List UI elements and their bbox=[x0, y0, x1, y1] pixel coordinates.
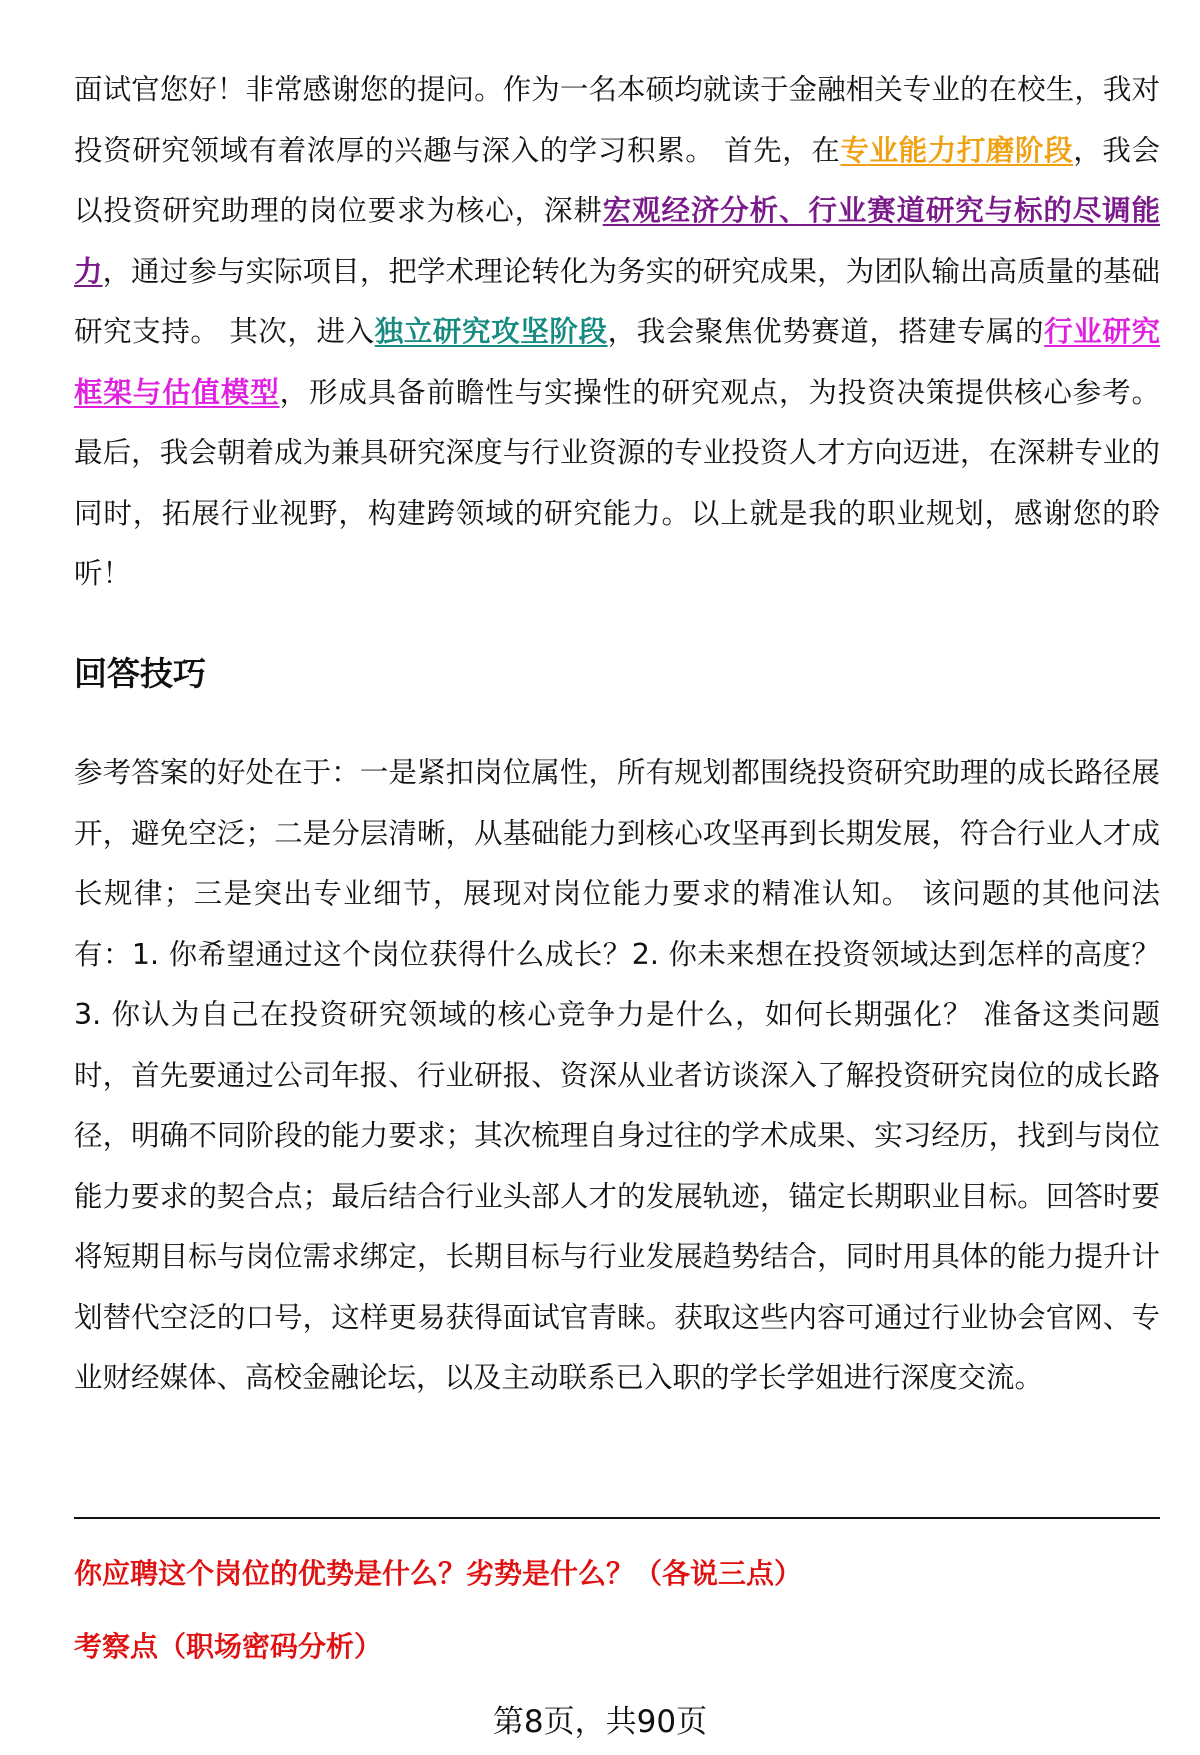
highlight-core-abilities: 宏观经济分析、行业赛道研究与标的尽调能力 bbox=[74, 194, 1160, 288]
highlight-skill-stage: 专业能力打磨阶段 bbox=[840, 133, 1074, 167]
answer-text: 面试官您好！非常感谢您的提问。作为一名本硕均就读于金融相关专业的在校生，我对投资研究领域有着浓厚的兴趣与深入的学习积累。 首先，在 bbox=[74, 73, 1160, 167]
highlight-independent-stage: 独立研究攻坚阶段 bbox=[374, 315, 608, 348]
tips-heading: 回答技巧 bbox=[74, 654, 206, 693]
next-question-subtitle: 考察点（职场密码分析） bbox=[74, 1630, 383, 1663]
answer-text: ，我会聚焦优势赛道，搭建专属的 bbox=[607, 315, 1045, 348]
page-number: 第8页，共90页 bbox=[492, 1704, 708, 1740]
answer-paragraph bbox=[74, 60, 1160, 605]
answer-text: ，形成具备前瞻性与实操性的研究观点，为投资决策提供核心参考。 最后，我会朝着成为兼具研究深度与行业资源的专业投资人才方向迈进，在深耕专业的同时，拓展行业视野，构建跨领域的研究能力。以上就是我的职业规划，感谢您的聆听！ bbox=[74, 375, 1160, 590]
highlight-framework: 行业研究框架与估值模型 bbox=[74, 315, 1160, 409]
divider bbox=[74, 1517, 1160, 1519]
answer-text: ，我会以投资研究助理的岗位要求为核心，深耕 bbox=[74, 133, 1160, 227]
tips-paragraph: 参考答案的好处在于：一是紧扣岗位属性，所有规划都围绕投资研究助理的成长路径展开，避免空泛；二是分层清晰，从基础能力到核心攻坚再到长期发展，符合行业人才成长规律；三是突出专业细节，展现对岗位能力要求的精准认知。 该问题的其他问法有：1. 你希望通过这个岗位获得什么成长？2. 你未来想在投资领域达到怎样的高度？3. 你认为自己在投资研究领域的核心竞争力是什么，如何长期强化？ 准备这类问题时，首先要通过公司年报、行业研报、资深从业者访谈深入了解投资研究岗位的成长路径，明确不同阶段的能力要求；其次梳理自身过往的学术成果、实习经历，找到与岗位能力要求的契合点；最后结合行业头部人才的发展轨迹，锚定长期职业目标。回答时要将短期目标与岗位需求绑定，长期目标与行业发展趋势结合，同时用具体的能力提升计划替代空泛的口号，这样更易获得面试官青睐。获取这些内容可通过行业协会官网、专业财经媒体、高校金融论坛，以及主动联系已入职的学长学姐进行深度交流。 bbox=[74, 756, 1160, 1394]
next-question-title: 你应聘这个岗位的优势是什么？劣势是什么？（各说三点） bbox=[74, 1557, 803, 1590]
answer-text: ，通过参与实际项目，把学术理论转化为务实的研究成果，为团队输出高质量的基础研究支持。 其次，进入 bbox=[74, 254, 1160, 348]
